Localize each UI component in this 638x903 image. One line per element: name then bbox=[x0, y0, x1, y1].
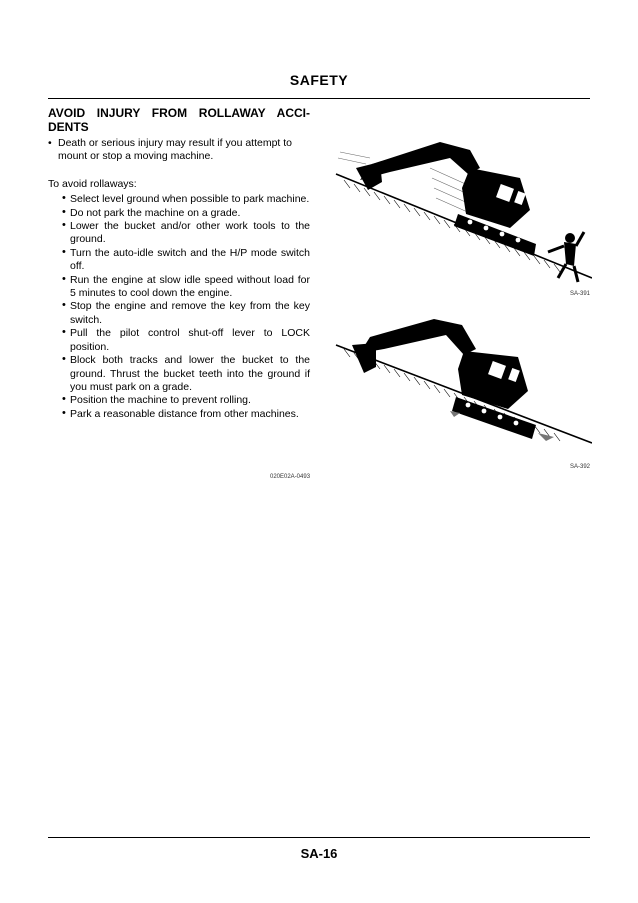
step-bullet: • bbox=[62, 272, 66, 285]
steps-list bbox=[48, 193, 310, 421]
step-text: Block both tracks and lower the bucket to the ground. Thrust the bucket teeth into the ground if you must park on a grade. bbox=[70, 354, 310, 393]
step-text: Stop the engine and remove the key from the key switch. bbox=[70, 300, 310, 326]
list-item bbox=[62, 300, 310, 327]
list-item bbox=[62, 327, 310, 354]
reference-code: 020E02A-0493 bbox=[270, 474, 311, 480]
step-text: Run the engine at slow idle speed without load for 5 minutes to cool down the engine. bbox=[70, 273, 310, 300]
step-bullet: • bbox=[62, 406, 66, 419]
warning-bullet: • bbox=[48, 137, 52, 149]
step-text: Select level ground when possible to park machine. bbox=[70, 193, 310, 206]
list-item bbox=[62, 220, 310, 247]
section-title bbox=[48, 106, 310, 134]
list-item bbox=[62, 207, 310, 220]
header-rule bbox=[48, 98, 590, 99]
section-body bbox=[48, 106, 310, 421]
list-item bbox=[62, 354, 310, 394]
step-bullet: • bbox=[62, 245, 66, 258]
step-text: Position the machine to prevent rolling. bbox=[70, 394, 251, 407]
list-item bbox=[62, 247, 310, 274]
step-text: Do not park the machine on a grade. bbox=[70, 206, 241, 219]
step-bullet: • bbox=[62, 393, 66, 406]
step-text: Lower the bucket and/or other work tools to the ground. bbox=[70, 220, 310, 246]
step-text: Pull the pilot control shut-off lever to LOCK position. bbox=[70, 327, 310, 353]
section-title-line-2: DENTS bbox=[48, 120, 89, 134]
step-bullet: • bbox=[62, 326, 66, 339]
list-item bbox=[62, 193, 310, 206]
page-header-title: SAFETY bbox=[289, 72, 349, 88]
step-bullet: • bbox=[62, 205, 66, 218]
warning-paragraph bbox=[48, 137, 310, 164]
page-number: SA-16 bbox=[300, 846, 338, 861]
excavator-parked-on-slope-illustration bbox=[330, 315, 592, 465]
list-item bbox=[62, 274, 310, 301]
list-item bbox=[62, 408, 310, 421]
step-bullet: • bbox=[62, 353, 66, 366]
step-bullet: • bbox=[62, 299, 66, 312]
excavator-rolling-over-person-illustration bbox=[330, 128, 592, 298]
step-text: Park a reasonable distance from other machines. bbox=[70, 407, 299, 420]
list-item bbox=[62, 394, 310, 407]
figure-label: SA-391 bbox=[570, 291, 591, 297]
step-bullet: • bbox=[62, 219, 66, 232]
section-title-line-1: AVOID INJURY FROM ROLLAWAY ACCI- bbox=[48, 106, 310, 120]
step-text: Turn the auto-idle switch and the H/P mode switch off. bbox=[70, 246, 310, 273]
intro-text: To avoid rollaways: bbox=[48, 177, 137, 190]
warning-text: Death or serious injury may result if you attempt to mount or stop a moving machine. bbox=[58, 137, 293, 163]
step-bullet: • bbox=[62, 192, 66, 205]
footer-rule bbox=[48, 837, 590, 838]
figure-label: SA-392 bbox=[570, 464, 591, 470]
